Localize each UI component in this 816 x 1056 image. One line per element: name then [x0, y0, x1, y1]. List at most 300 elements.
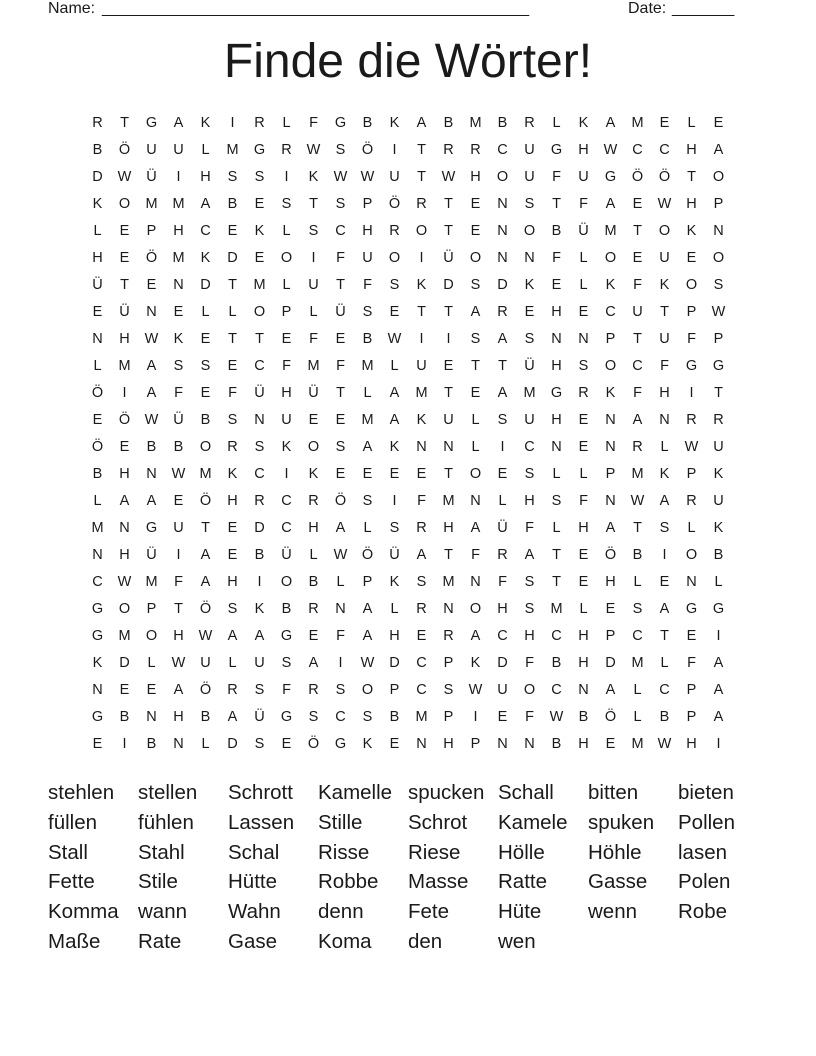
grid-letter[interactable]: T: [552, 574, 561, 590]
grid-letter[interactable]: E: [416, 628, 427, 644]
grid-letter[interactable]: K: [92, 655, 103, 671]
grid-letter[interactable]: R: [308, 601, 319, 617]
grid-letter[interactable]: U: [524, 142, 535, 158]
grid-letter[interactable]: K: [362, 736, 373, 752]
grid-letter[interactable]: H: [497, 601, 508, 617]
grid-letter[interactable]: E: [227, 358, 238, 374]
grid-letter[interactable]: W: [441, 169, 456, 185]
grid-letter[interactable]: G: [604, 169, 617, 185]
grid-letter[interactable]: L: [147, 655, 156, 671]
grid-letter[interactable]: Ö: [604, 709, 617, 725]
grid-letter[interactable]: H: [686, 142, 697, 158]
grid-letter[interactable]: F: [552, 169, 561, 185]
grid-letter[interactable]: M: [118, 358, 131, 374]
grid-letter[interactable]: H: [119, 466, 130, 482]
grid-letter[interactable]: C: [632, 358, 643, 374]
grid-letter[interactable]: L: [714, 574, 723, 590]
grid-letter[interactable]: E: [659, 574, 670, 590]
grid-letter[interactable]: N: [659, 412, 670, 428]
grid-letter[interactable]: L: [579, 466, 588, 482]
grid-letter[interactable]: O: [361, 682, 374, 698]
grid-letter[interactable]: A: [119, 493, 130, 509]
grid-letter[interactable]: R: [686, 412, 697, 428]
grid-letter[interactable]: N: [713, 223, 724, 239]
grid-letter[interactable]: A: [605, 520, 616, 536]
grid-letter[interactable]: G: [280, 709, 293, 725]
grid-letter[interactable]: M: [631, 736, 644, 752]
grid-letter[interactable]: N: [551, 439, 562, 455]
grid-letter[interactable]: A: [659, 601, 670, 617]
grid-letter[interactable]: T: [174, 601, 183, 617]
grid-letter[interactable]: I: [662, 547, 667, 563]
grid-letter[interactable]: I: [338, 655, 343, 671]
grid-letter[interactable]: R: [470, 142, 481, 158]
grid-letter[interactable]: S: [578, 358, 589, 374]
grid-letter[interactable]: E: [578, 547, 589, 563]
grid-letter[interactable]: P: [686, 304, 697, 320]
grid-letter[interactable]: S: [659, 520, 670, 536]
grid-letter[interactable]: H: [551, 358, 562, 374]
grid-letter[interactable]: L: [579, 250, 588, 266]
grid-letter[interactable]: W: [657, 736, 672, 752]
grid-letter[interactable]: A: [416, 115, 427, 131]
grid-letter[interactable]: I: [473, 709, 478, 725]
grid-letter[interactable]: B: [119, 709, 130, 725]
grid-letter[interactable]: L: [579, 601, 588, 617]
grid-letter[interactable]: N: [605, 412, 616, 428]
grid-letter[interactable]: A: [308, 655, 319, 671]
grid-letter[interactable]: W: [171, 466, 186, 482]
grid-letter[interactable]: C: [416, 655, 427, 671]
grid-letter[interactable]: W: [468, 682, 483, 698]
grid-letter[interactable]: H: [227, 493, 238, 509]
grid-letter[interactable]: A: [605, 115, 616, 131]
grid-letter[interactable]: E: [470, 196, 481, 212]
grid-letter[interactable]: S: [470, 277, 481, 293]
grid-letter[interactable]: U: [713, 493, 724, 509]
grid-letter[interactable]: I: [392, 493, 397, 509]
grid-letter[interactable]: P: [686, 682, 697, 698]
grid-letter[interactable]: H: [173, 223, 184, 239]
grid-letter[interactable]: Ü: [578, 223, 589, 239]
grid-letter[interactable]: R: [389, 223, 400, 239]
grid-letter[interactable]: Ö: [388, 196, 401, 212]
grid-letter[interactable]: H: [524, 493, 535, 509]
grid-letter[interactable]: E: [335, 412, 346, 428]
grid-letter[interactable]: N: [146, 709, 157, 725]
grid-letter[interactable]: I: [419, 250, 424, 266]
grid-letter[interactable]: P: [281, 304, 292, 320]
grid-letter[interactable]: G: [280, 628, 293, 644]
grid-letter[interactable]: N: [416, 736, 427, 752]
grid-letter[interactable]: T: [498, 358, 507, 374]
grid-letter[interactable]: E: [92, 304, 103, 320]
grid-letter[interactable]: U: [713, 439, 724, 455]
grid-letter[interactable]: L: [471, 412, 480, 428]
grid-letter[interactable]: A: [632, 412, 643, 428]
grid-letter[interactable]: F: [282, 358, 291, 374]
grid-letter[interactable]: P: [686, 466, 697, 482]
grid-letter[interactable]: S: [362, 709, 373, 725]
grid-letter[interactable]: A: [659, 493, 670, 509]
grid-letter[interactable]: B: [308, 574, 319, 590]
grid-letter[interactable]: B: [173, 439, 184, 455]
grid-letter[interactable]: C: [92, 574, 103, 590]
grid-letter[interactable]: S: [335, 196, 346, 212]
grid-letter[interactable]: M: [523, 385, 536, 401]
grid-letter[interactable]: H: [686, 196, 697, 212]
grid-letter[interactable]: L: [363, 385, 372, 401]
grid-letter[interactable]: M: [361, 412, 374, 428]
grid-letter[interactable]: K: [254, 601, 265, 617]
grid-letter[interactable]: C: [497, 628, 508, 644]
grid-letter[interactable]: N: [497, 250, 508, 266]
grid-letter[interactable]: M: [442, 574, 455, 590]
grid-letter[interactable]: W: [630, 493, 645, 509]
grid-letter[interactable]: B: [92, 142, 103, 158]
grid-letter[interactable]: G: [334, 115, 347, 131]
grid-letter[interactable]: Ö: [199, 493, 212, 509]
grid-letter[interactable]: S: [389, 277, 400, 293]
grid-letter[interactable]: N: [173, 736, 184, 752]
grid-letter[interactable]: Ü: [254, 709, 265, 725]
grid-letter[interactable]: T: [417, 304, 426, 320]
grid-letter[interactable]: N: [146, 304, 157, 320]
grid-letter[interactable]: L: [309, 304, 318, 320]
grid-letter[interactable]: A: [146, 385, 157, 401]
grid-letter[interactable]: L: [390, 358, 399, 374]
grid-letter[interactable]: T: [309, 196, 318, 212]
grid-letter[interactable]: U: [659, 331, 670, 347]
grid-letter[interactable]: L: [93, 493, 102, 509]
grid-letter[interactable]: L: [93, 223, 102, 239]
grid-letter[interactable]: H: [578, 142, 589, 158]
grid-letter[interactable]: F: [417, 493, 426, 509]
grid-letter[interactable]: C: [632, 142, 643, 158]
grid-letter[interactable]: Ü: [524, 358, 535, 374]
grid-letter[interactable]: E: [335, 466, 346, 482]
grid-letter[interactable]: K: [254, 223, 265, 239]
grid-letter[interactable]: U: [362, 250, 373, 266]
grid-letter[interactable]: A: [254, 628, 265, 644]
grid-letter[interactable]: L: [633, 709, 642, 725]
grid-letter[interactable]: S: [281, 196, 292, 212]
grid-letter[interactable]: L: [687, 115, 696, 131]
grid-letter[interactable]: M: [415, 709, 428, 725]
grid-letter[interactable]: A: [524, 547, 535, 563]
grid-letter[interactable]: T: [633, 223, 642, 239]
grid-letter[interactable]: T: [336, 277, 345, 293]
grid-letter[interactable]: T: [417, 169, 426, 185]
grid-letter[interactable]: E: [254, 196, 265, 212]
grid-letter[interactable]: R: [416, 196, 427, 212]
grid-letter[interactable]: L: [552, 520, 561, 536]
grid-letter[interactable]: F: [525, 709, 534, 725]
grid-letter[interactable]: I: [392, 142, 397, 158]
grid-letter[interactable]: T: [552, 547, 561, 563]
grid-letter[interactable]: O: [496, 169, 509, 185]
grid-letter[interactable]: S: [632, 601, 643, 617]
grid-letter[interactable]: H: [578, 628, 589, 644]
grid-letter[interactable]: M: [253, 277, 266, 293]
grid-letter[interactable]: W: [360, 655, 375, 671]
grid-letter[interactable]: F: [282, 682, 291, 698]
grid-letter[interactable]: P: [686, 709, 697, 725]
grid-letter[interactable]: S: [335, 142, 346, 158]
grid-letter[interactable]: B: [551, 223, 562, 239]
grid-letter[interactable]: B: [659, 709, 670, 725]
grid-letter[interactable]: R: [713, 412, 724, 428]
grid-letter[interactable]: S: [551, 493, 562, 509]
grid-letter[interactable]: E: [470, 223, 481, 239]
grid-letter[interactable]: O: [523, 223, 536, 239]
grid-letter[interactable]: Ü: [497, 520, 508, 536]
grid-letter[interactable]: R: [227, 439, 238, 455]
grid-letter[interactable]: A: [713, 682, 724, 698]
grid-letter[interactable]: R: [254, 115, 265, 131]
grid-letter[interactable]: U: [416, 358, 427, 374]
grid-letter[interactable]: K: [659, 277, 670, 293]
grid-letter[interactable]: N: [119, 520, 130, 536]
grid-letter[interactable]: E: [497, 709, 508, 725]
grid-letter[interactable]: E: [632, 196, 643, 212]
grid-letter[interactable]: O: [199, 439, 212, 455]
grid-letter[interactable]: O: [145, 628, 158, 644]
grid-letter[interactable]: A: [227, 709, 238, 725]
grid-letter[interactable]: P: [443, 709, 454, 725]
grid-letter[interactable]: N: [497, 736, 508, 752]
grid-letter[interactable]: Ö: [199, 682, 212, 698]
grid-letter[interactable]: F: [363, 277, 372, 293]
grid-letter[interactable]: D: [497, 655, 508, 671]
grid-letter[interactable]: M: [91, 520, 104, 536]
grid-letter[interactable]: C: [497, 142, 508, 158]
grid-letter[interactable]: H: [389, 628, 400, 644]
grid-letter[interactable]: P: [146, 223, 157, 239]
grid-letter[interactable]: P: [362, 196, 373, 212]
grid-letter[interactable]: Ü: [389, 547, 400, 563]
grid-letter[interactable]: G: [91, 628, 104, 644]
grid-letter[interactable]: Ü: [281, 547, 292, 563]
grid-letter[interactable]: I: [284, 169, 289, 185]
grid-letter[interactable]: N: [524, 250, 535, 266]
grid-letter[interactable]: L: [201, 142, 210, 158]
grid-letter[interactable]: C: [551, 628, 562, 644]
grid-letter[interactable]: E: [659, 115, 670, 131]
name-blank-line[interactable]: ________________________________________________: [102, 0, 530, 17]
grid-letter[interactable]: U: [281, 412, 292, 428]
grid-letter[interactable]: I: [230, 115, 235, 131]
grid-letter[interactable]: H: [281, 385, 292, 401]
grid-letter[interactable]: O: [388, 250, 401, 266]
grid-letter[interactable]: R: [443, 142, 454, 158]
grid-letter[interactable]: R: [443, 628, 454, 644]
grid-letter[interactable]: L: [201, 736, 210, 752]
grid-letter[interactable]: B: [551, 736, 562, 752]
grid-letter[interactable]: R: [254, 493, 265, 509]
grid-letter[interactable]: R: [308, 682, 319, 698]
grid-letter[interactable]: T: [417, 142, 426, 158]
grid-letter[interactable]: T: [687, 169, 696, 185]
grid-letter[interactable]: K: [416, 277, 427, 293]
grid-letter[interactable]: B: [389, 709, 400, 725]
grid-letter[interactable]: A: [713, 655, 724, 671]
grid-letter[interactable]: P: [605, 331, 616, 347]
grid-letter[interactable]: B: [578, 709, 589, 725]
grid-letter[interactable]: Ö: [118, 412, 131, 428]
grid-letter[interactable]: C: [416, 682, 427, 698]
grid-letter[interactable]: H: [443, 520, 454, 536]
grid-letter[interactable]: Ö: [658, 169, 671, 185]
grid-letter[interactable]: W: [549, 709, 564, 725]
grid-letter[interactable]: H: [578, 655, 589, 671]
grid-letter[interactable]: N: [605, 493, 616, 509]
grid-letter[interactable]: S: [281, 655, 292, 671]
grid-letter[interactable]: R: [227, 682, 238, 698]
grid-letter[interactable]: F: [336, 358, 345, 374]
grid-letter[interactable]: K: [686, 223, 697, 239]
grid-letter[interactable]: K: [389, 439, 400, 455]
grid-letter[interactable]: W: [171, 655, 186, 671]
grid-letter[interactable]: P: [362, 574, 373, 590]
grid-letter[interactable]: E: [173, 304, 184, 320]
grid-letter[interactable]: C: [254, 358, 265, 374]
grid-letter[interactable]: I: [257, 574, 262, 590]
grid-letter[interactable]: N: [578, 331, 589, 347]
grid-letter[interactable]: A: [389, 412, 400, 428]
grid-letter[interactable]: I: [311, 250, 316, 266]
grid-letter[interactable]: P: [443, 655, 454, 671]
grid-letter[interactable]: Ö: [604, 547, 617, 563]
grid-letter[interactable]: R: [524, 115, 535, 131]
grid-letter[interactable]: E: [416, 466, 427, 482]
grid-letter[interactable]: O: [658, 223, 671, 239]
grid-letter[interactable]: A: [227, 628, 238, 644]
grid-letter[interactable]: L: [552, 115, 561, 131]
grid-letter[interactable]: D: [92, 169, 103, 185]
grid-letter[interactable]: B: [146, 439, 157, 455]
grid-letter[interactable]: E: [146, 277, 157, 293]
grid-letter[interactable]: E: [281, 331, 292, 347]
grid-letter[interactable]: F: [687, 331, 696, 347]
grid-letter[interactable]: E: [119, 439, 130, 455]
grid-letter[interactable]: L: [633, 682, 642, 698]
grid-letter[interactable]: A: [335, 520, 346, 536]
grid-letter[interactable]: S: [335, 682, 346, 698]
grid-letter[interactable]: M: [361, 358, 374, 374]
grid-letter[interactable]: I: [500, 439, 505, 455]
grid-letter[interactable]: S: [524, 331, 535, 347]
grid-letter[interactable]: K: [659, 466, 670, 482]
grid-letter[interactable]: A: [362, 601, 373, 617]
grid-letter[interactable]: N: [146, 466, 157, 482]
grid-letter[interactable]: S: [524, 601, 535, 617]
grid-letter[interactable]: N: [92, 331, 103, 347]
grid-letter[interactable]: L: [660, 439, 669, 455]
grid-letter[interactable]: B: [227, 196, 238, 212]
grid-letter[interactable]: C: [659, 682, 670, 698]
grid-letter[interactable]: N: [335, 601, 346, 617]
grid-letter[interactable]: O: [253, 304, 266, 320]
grid-letter[interactable]: F: [309, 115, 318, 131]
grid-letter[interactable]: K: [200, 250, 211, 266]
grid-letter[interactable]: M: [631, 115, 644, 131]
grid-letter[interactable]: T: [444, 547, 453, 563]
grid-letter[interactable]: G: [334, 736, 347, 752]
grid-letter[interactable]: T: [120, 277, 129, 293]
grid-letter[interactable]: F: [309, 331, 318, 347]
grid-letter[interactable]: I: [419, 331, 424, 347]
grid-letter[interactable]: C: [659, 142, 670, 158]
date-blank-line[interactable]: _______: [672, 0, 735, 17]
grid-letter[interactable]: A: [470, 628, 481, 644]
grid-letter[interactable]: U: [200, 655, 211, 671]
grid-letter[interactable]: S: [362, 304, 373, 320]
grid-letter[interactable]: E: [119, 223, 130, 239]
grid-letter[interactable]: A: [200, 574, 211, 590]
grid-letter[interactable]: F: [525, 520, 534, 536]
grid-letter[interactable]: G: [712, 358, 725, 374]
grid-letter[interactable]: P: [605, 466, 616, 482]
grid-letter[interactable]: P: [146, 601, 157, 617]
grid-letter[interactable]: H: [119, 547, 130, 563]
grid-letter[interactable]: G: [253, 142, 266, 158]
grid-letter[interactable]: M: [550, 601, 563, 617]
grid-letter[interactable]: Ö: [631, 169, 644, 185]
grid-letter[interactable]: I: [122, 736, 127, 752]
grid-letter[interactable]: A: [146, 358, 157, 374]
grid-letter[interactable]: E: [119, 682, 130, 698]
grid-letter[interactable]: A: [200, 196, 211, 212]
grid-letter[interactable]: R: [308, 493, 319, 509]
grid-letter[interactable]: E: [200, 331, 211, 347]
grid-letter[interactable]: R: [416, 520, 427, 536]
grid-letter[interactable]: L: [363, 520, 372, 536]
grid-letter[interactable]: S: [200, 358, 211, 374]
grid-letter[interactable]: O: [604, 358, 617, 374]
grid-letter[interactable]: A: [470, 304, 481, 320]
grid-letter[interactable]: H: [92, 250, 103, 266]
grid-letter[interactable]: R: [578, 385, 589, 401]
grid-letter[interactable]: S: [362, 493, 373, 509]
grid-letter[interactable]: H: [173, 709, 184, 725]
grid-letter[interactable]: A: [173, 115, 184, 131]
grid-letter[interactable]: T: [444, 466, 453, 482]
grid-letter[interactable]: H: [659, 385, 670, 401]
grid-letter[interactable]: R: [632, 439, 643, 455]
grid-letter[interactable]: A: [146, 493, 157, 509]
grid-letter[interactable]: O: [712, 250, 725, 266]
grid-letter[interactable]: C: [605, 304, 616, 320]
grid-letter[interactable]: E: [578, 304, 589, 320]
grid-letter[interactable]: D: [443, 277, 454, 293]
grid-letter[interactable]: L: [228, 304, 237, 320]
grid-letter[interactable]: M: [469, 115, 482, 131]
grid-letter[interactable]: H: [605, 574, 616, 590]
grid-letter[interactable]: A: [605, 196, 616, 212]
grid-letter[interactable]: A: [470, 520, 481, 536]
grid-letter[interactable]: K: [605, 277, 616, 293]
grid-letter[interactable]: P: [713, 196, 724, 212]
grid-letter[interactable]: N: [497, 223, 508, 239]
grid-letter[interactable]: E: [551, 277, 562, 293]
grid-letter[interactable]: T: [633, 520, 642, 536]
grid-letter[interactable]: C: [200, 223, 211, 239]
grid-letter[interactable]: T: [660, 304, 669, 320]
grid-letter[interactable]: Ö: [91, 385, 104, 401]
grid-letter[interactable]: G: [712, 601, 725, 617]
grid-letter[interactable]: N: [470, 493, 481, 509]
